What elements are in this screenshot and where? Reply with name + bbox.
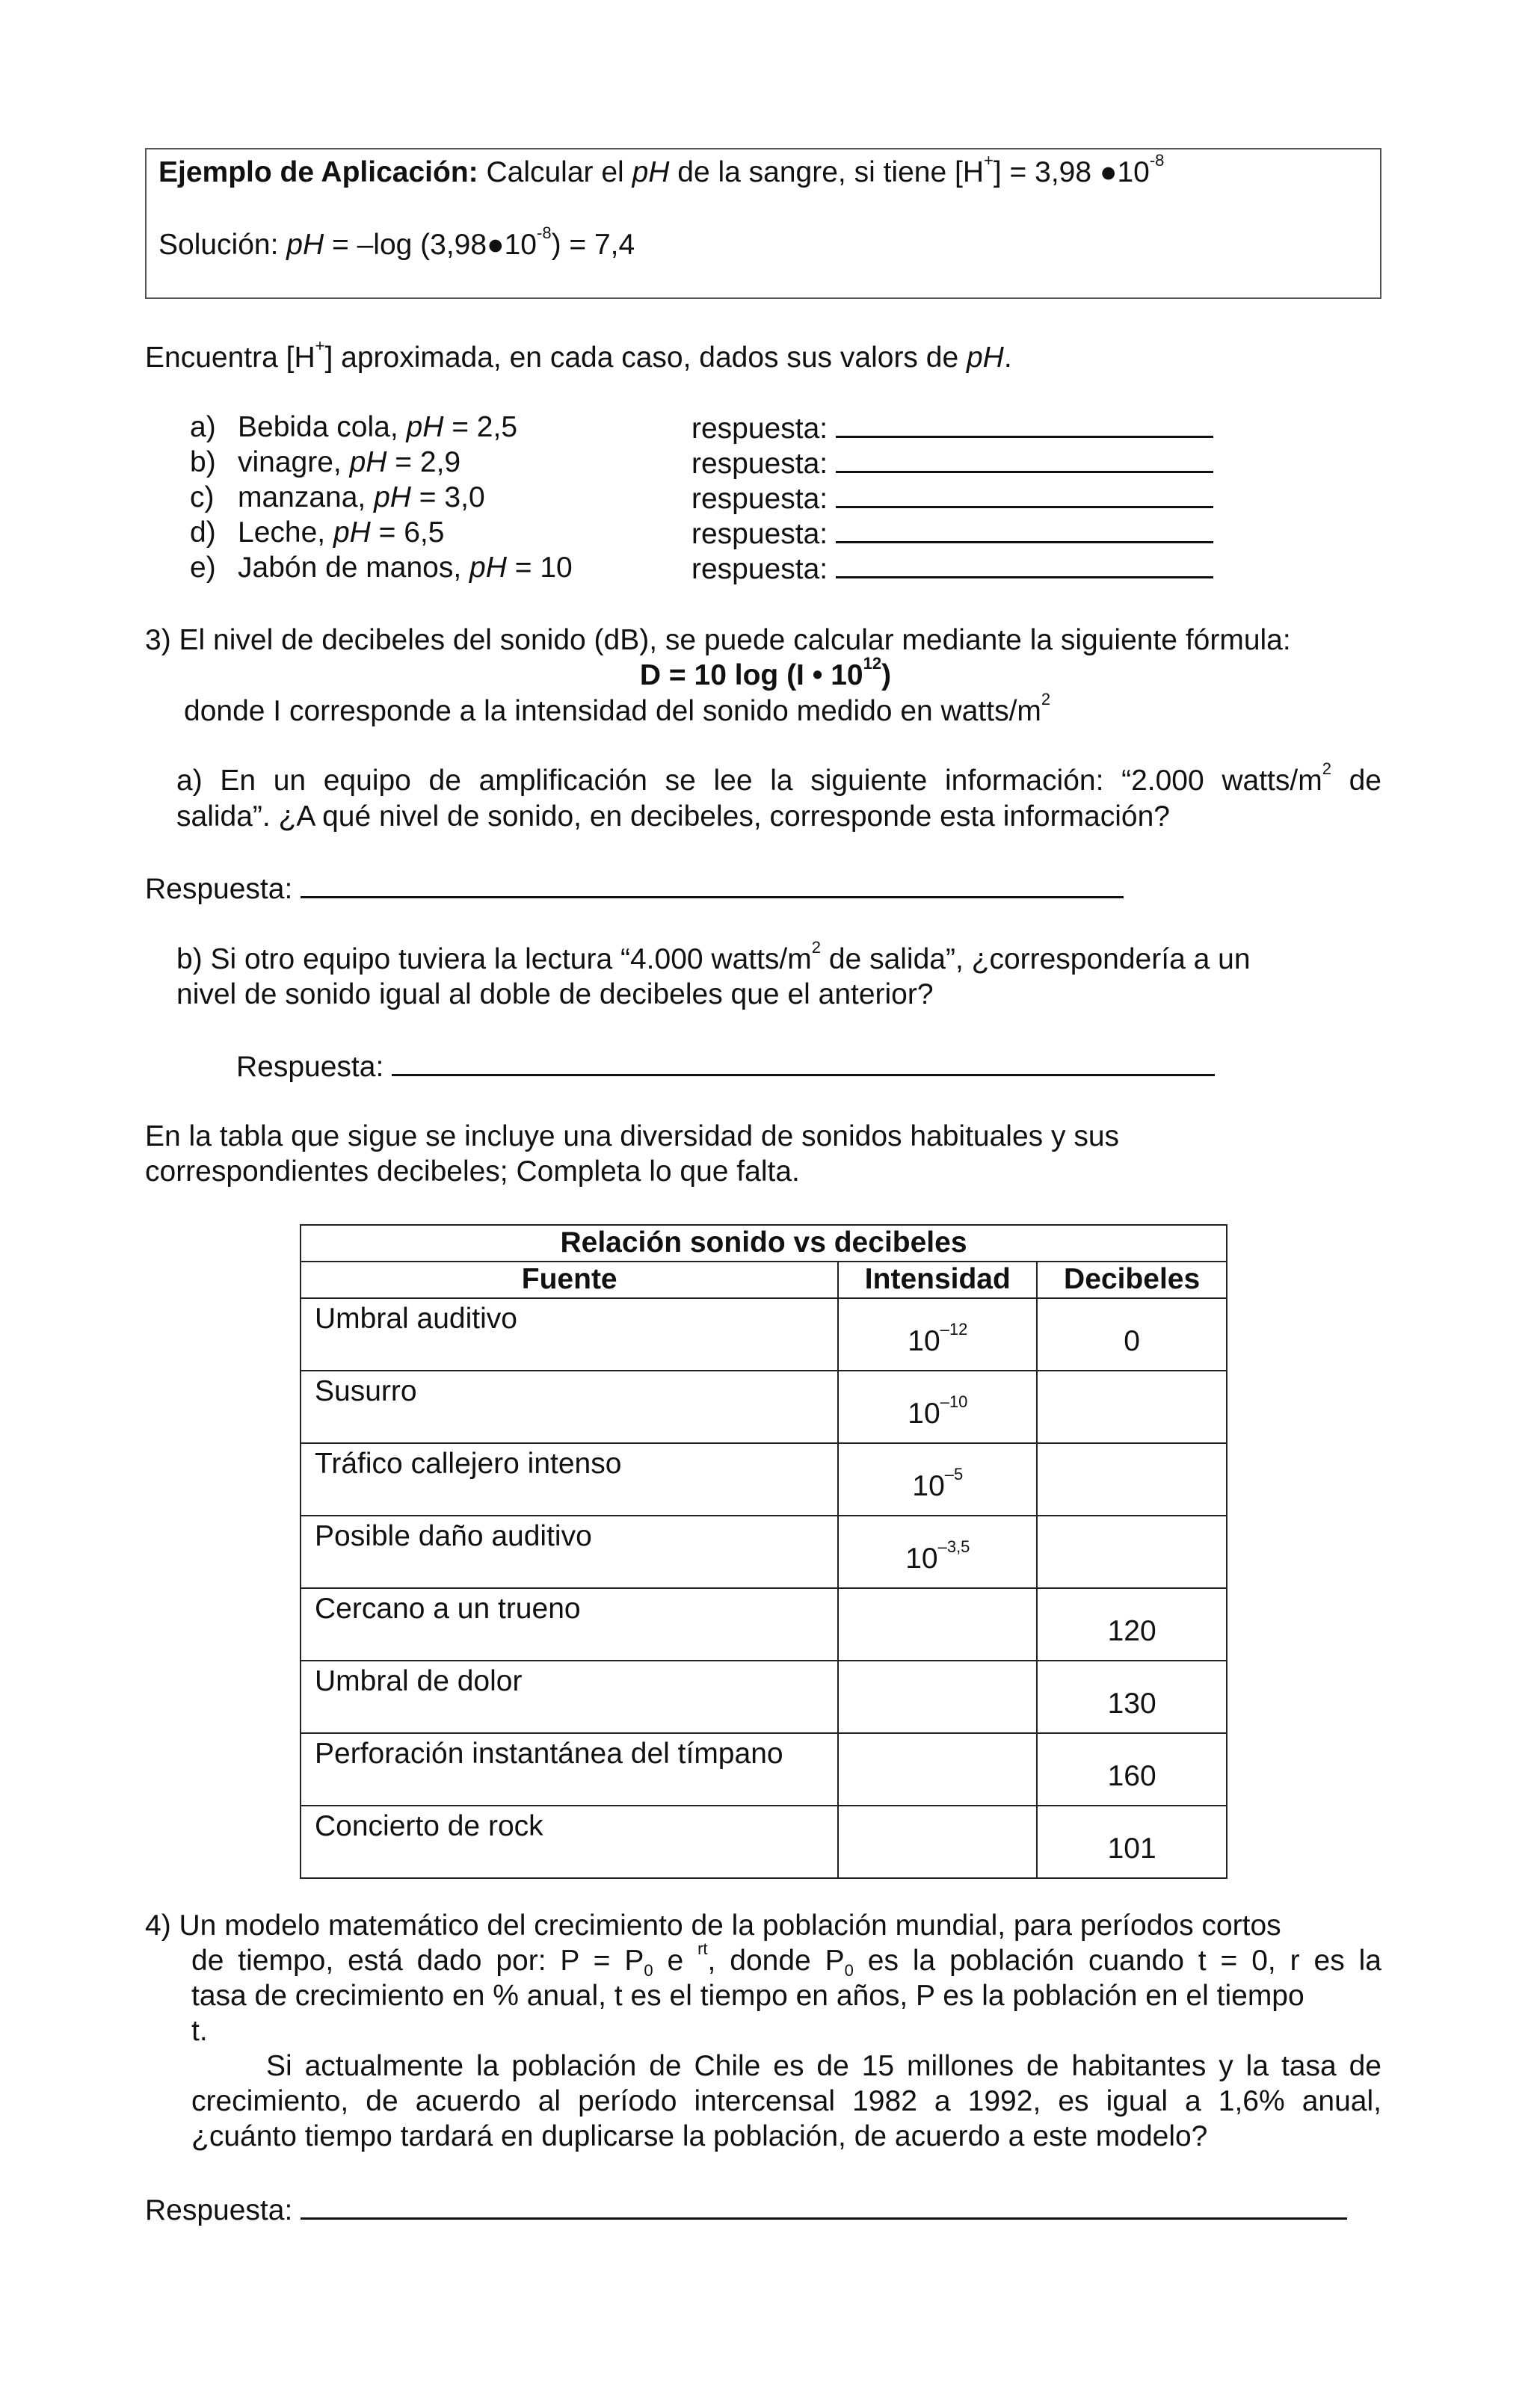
ph-item-answer: respuesta: — [691, 516, 1213, 552]
table-row — [301, 1516, 1227, 1588]
ph-item: b) vinagre, pH = 2,9 — [190, 445, 460, 481]
ph-item: a) Bebida cola, pH = 2,5 — [190, 410, 517, 445]
sound-decibel-table — [300, 1224, 1227, 1879]
cell-intensidad: $10^{-3,5}$ — [838, 1516, 1037, 1588]
q3a-line2: salida”. ¿A qué nivel de sonido, en decibeles, corresponde esta información? — [176, 800, 1170, 833]
q4-line1: 4) Un modelo matemático del crecimiento de la población mundial, para períodos cortos — [145, 1910, 1281, 1942]
q3b-line1: b) Si otro equipo tuviera la lectura “4.000 watts/$m^2$ de salida”, ¿correspondería a un — [176, 938, 1251, 975]
q4-line7: ¿cuánto tiempo tardará en duplicarse la población, de acuerdo a este modelo? — [191, 2120, 1208, 2152]
ph-item-letter: a) — [190, 411, 216, 443]
q3b-answer: Respuesta: — [236, 1049, 1215, 1085]
ph-item: c) manzana, pH = 3,0 — [190, 481, 485, 516]
cell-decibeles: 160 — [1037, 1733, 1227, 1806]
ph-answer-line[interactable] — [836, 445, 1213, 473]
header-fuente: Fuente — [301, 1262, 838, 1298]
q4-line4: t. — [191, 2015, 208, 2047]
cell-fuente: Umbral de dolor — [301, 1661, 838, 1733]
cell-fuente: Cercano a un trueno — [301, 1588, 838, 1661]
table-row — [301, 1588, 1227, 1661]
ph-answer-line[interactable] — [836, 410, 1213, 438]
table-row — [301, 1806, 1227, 1878]
q3-intro: 3) El nivel de decibeles del sonido (dB), se puede calcular mediante la siguiente fórmula: — [145, 624, 1291, 656]
cell-fuente: Perforación instantánea del tímpano — [301, 1733, 838, 1806]
cell-fuente: Posible daño auditivo — [301, 1516, 838, 1588]
q4-answer: Respuesta: — [145, 2192, 1347, 2229]
cell-fuente: Tráfico callejero intenso — [301, 1443, 838, 1516]
table-row — [301, 1371, 1227, 1443]
ph-item-answer: respuesta: — [691, 445, 1213, 482]
q3a-answer: Respuesta: — [145, 871, 1124, 907]
cell-intensidad: $10^{-5}$ — [838, 1443, 1037, 1516]
q4-line6: crecimiento, de acuerdo al período intercensal 1982 a 1992, es igual a 1,6% anual, — [191, 2085, 1381, 2117]
cell-intensidad[interactable] — [838, 1661, 1037, 1733]
ph-item: d) Leche, pH = 6,5 — [190, 516, 444, 551]
cell-decibeles: 0 — [1037, 1298, 1227, 1371]
cell-decibeles: 130 — [1037, 1661, 1227, 1733]
table-row — [301, 1661, 1227, 1733]
cell-intensidad: $10^{-12}$ — [838, 1298, 1037, 1371]
header-decibeles: Decibeles — [1037, 1262, 1227, 1298]
ph-answer-line[interactable] — [836, 551, 1213, 578]
q4-line2: de tiempo, está dado por: $P = P_0$ e $^{rt}$, donde $P_0$ es la población cuando t = 0, r es la — [191, 1939, 1381, 1980]
cell-intensidad: $10^{-10}$ — [838, 1371, 1037, 1443]
cell-intensidad[interactable] — [838, 1806, 1037, 1878]
table-intro-line1: En la tabla que sigue se incluye una diversidad de sonidos habituales y sus — [145, 1120, 1120, 1152]
ph-item-letter: d) — [190, 516, 216, 549]
cell-decibeles: 120 — [1037, 1588, 1227, 1661]
cell-fuente: Concierto de rock — [301, 1806, 838, 1878]
example-statement: Ejemplo de Aplicación: Calcular el pH de la sangre, si tiene [H+] = 3,98 $●10^{-8}$ — [158, 151, 1165, 188]
header-intensidad: Intensidad — [838, 1262, 1037, 1298]
ph-item-letter: c) — [190, 481, 215, 513]
q3a-line1: a) En un equipo de amplificación se lee la siguiente información: “2.000 watts/$m^2$ de — [176, 759, 1381, 797]
example-label: Ejemplo de Aplicación: — [158, 156, 478, 188]
ph-answer-line[interactable] — [836, 481, 1213, 508]
cell-decibeles: 101 — [1037, 1806, 1227, 1878]
table-row — [301, 1733, 1227, 1806]
ph-item-letter: e) — [190, 552, 216, 584]
formula-explanation: donde I corresponde a la intensidad del sonido medido en watts/$m^2$ — [184, 690, 1051, 727]
cell-intensidad[interactable] — [838, 1588, 1037, 1661]
ph-item-answer: respuesta: — [691, 481, 1213, 517]
q4-line5: Si actualmente la población de Chile es de 15 millones de habitantes y la tasa de — [266, 2050, 1381, 2082]
cell-fuente: Umbral auditivo — [301, 1298, 838, 1371]
ph-question-intro: Encuentra [H+] aproximada, en cada caso, dados sus valors de pH. — [145, 336, 1012, 374]
ph-item: e) Jabón de manos, pH = 10 — [190, 551, 573, 586]
q4-answer-line[interactable] — [301, 2192, 1347, 2220]
decibel-formula: D = 10 log (I • $10^{12}$) — [639, 654, 892, 691]
cell-fuente: Susurro — [301, 1371, 838, 1443]
q3a-answer-line[interactable] — [301, 871, 1124, 898]
example-solution: Solución: pH = –log $(3,98●10^{-8}) = 7,4$ — [158, 223, 635, 261]
ph-item-answer: respuesta: — [691, 551, 1213, 587]
cell-decibeles[interactable] — [1037, 1371, 1227, 1443]
ph-item-answer: respuesta: — [691, 410, 1213, 447]
q4-line3: tasa de crecimiento en % anual, t es el tiempo en años, P es la población en el tiempo — [191, 1980, 1304, 2012]
table-title: Relación sonido vs decibeles — [301, 1225, 1227, 1262]
table-row — [301, 1298, 1227, 1371]
cell-decibeles[interactable] — [1037, 1516, 1227, 1588]
table-row — [301, 1443, 1227, 1516]
q3b-answer-line[interactable] — [392, 1049, 1215, 1076]
cell-decibeles[interactable] — [1037, 1443, 1227, 1516]
ph-answer-line[interactable] — [836, 516, 1213, 543]
q3b-line2: nivel de sonido igual al doble de decibeles que el anterior? — [176, 978, 934, 1010]
table-intro-line2: correspondientes decibeles; Completa lo que falta. — [145, 1155, 800, 1188]
ph-item-letter: b) — [190, 446, 216, 478]
cell-intensidad[interactable] — [838, 1733, 1037, 1806]
